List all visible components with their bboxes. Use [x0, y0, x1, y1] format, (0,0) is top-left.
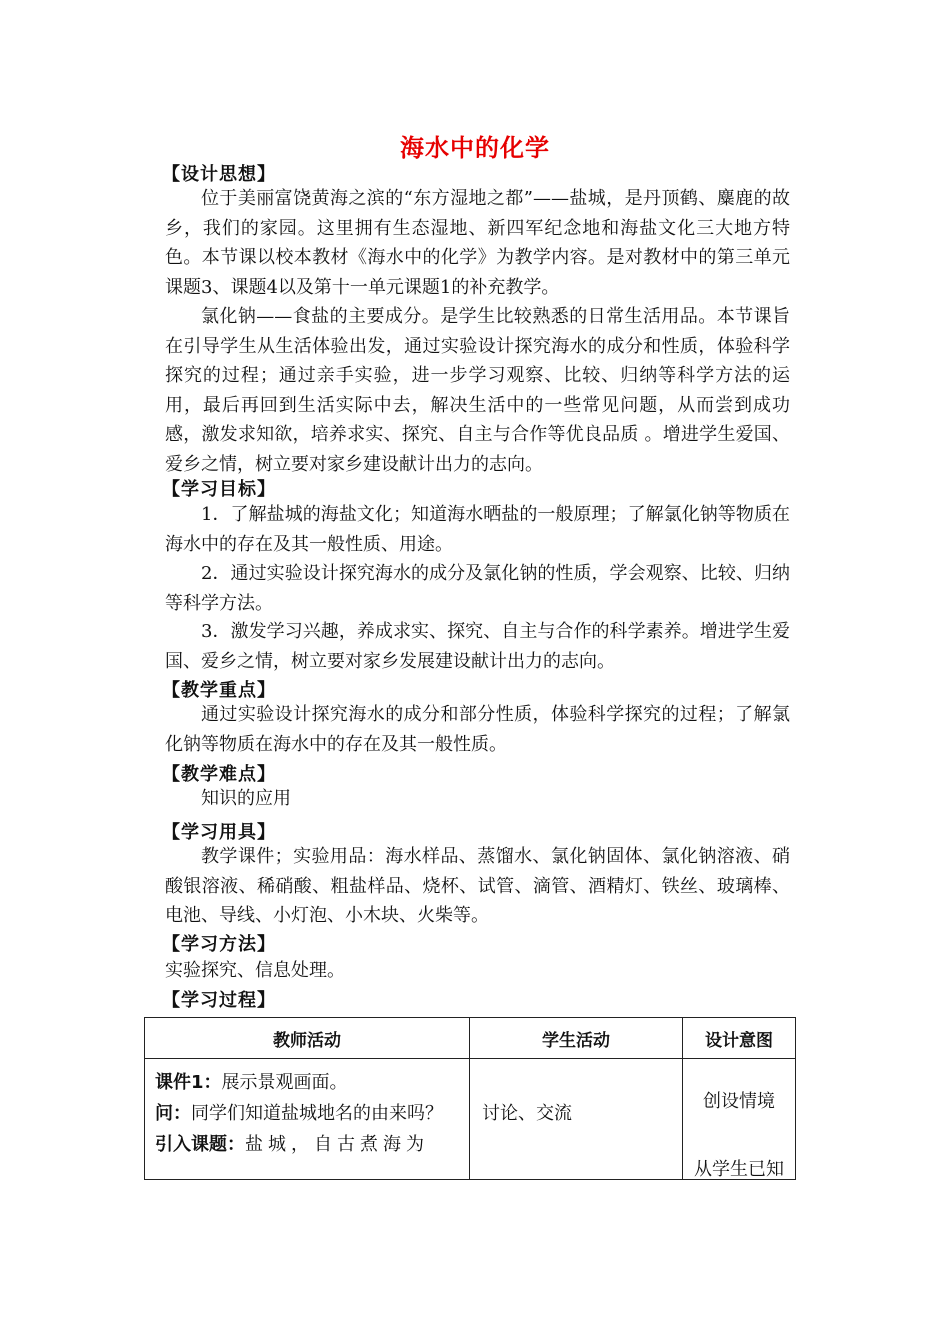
- heading-difficulty: 【教学难点】: [162, 764, 276, 785]
- table-row: [145, 1059, 796, 1180]
- goal-item-2: 2．通过实验设计探究海水的成分及氯化钠的性质，学会观察、比较、归纳等科学方法。: [165, 563, 790, 614]
- heading-method: 【学习方法】: [162, 934, 276, 955]
- line-text: 同学们知道盐城地名的由来吗？: [191, 1103, 443, 1124]
- header-intent: 设计意图: [683, 1018, 796, 1059]
- line-label: 课件1：: [155, 1072, 222, 1093]
- heading-focus: 【教学重点】: [162, 680, 276, 701]
- goal-item-1: 1．了解盐城的海盐文化；知道海水晒盐的一般原理；了解氯化钠等物质在海水中的存在及其一般性质、用途。: [165, 504, 790, 555]
- document-title: 海水中的化学: [400, 134, 550, 162]
- line-label: 引入课题：: [155, 1134, 245, 1155]
- header-teacher: 教师活动: [145, 1018, 470, 1059]
- design-paragraph-1: 位于美丽富饶黄海之滨的“东方湿地之都”——盐城，是丹顶鹤、麋鹿的故乡，我们的家园。这里拥有生态湿地、新四军纪念地和海盐文化三大地方特色。本节课以校本教材《海水中的化学》为教学内容。是对教材中的第三单元课题3、课题4以及第十一单元课题1的补充教学。: [165, 188, 790, 298]
- goal-item-3: 3．激发学习兴趣，养成求实、探究、自主与合作的科学素养。增进学生爱国、爱乡之情，树立要对家乡发展建设献计出力的志向。: [165, 621, 790, 672]
- line-text: 展示景观画面。: [221, 1072, 348, 1093]
- heading-goals: 【学习目标】: [162, 479, 276, 500]
- line-label: 问：: [155, 1103, 191, 1124]
- method-text: 实验探究、信息处理。: [165, 960, 345, 981]
- table-header-row: [145, 1018, 796, 1059]
- student-activity-cell: 讨论、交流: [470, 1059, 683, 1180]
- teacher-line-2: [155, 1098, 459, 1129]
- teacher-line-1: [155, 1067, 459, 1098]
- process-table: [144, 1017, 796, 1180]
- teacher-line-3: [155, 1129, 459, 1160]
- heading-design: 【设计思想】: [162, 164, 276, 185]
- focus-text: 通过实验设计探究海水的成分和部分性质，体验科学探究的过程；了解氯化钠等物质在海水中的存在及其一般性质。: [165, 704, 790, 755]
- header-student: 学生活动: [470, 1018, 683, 1059]
- difficulty-text: 知识的应用: [201, 788, 291, 809]
- heading-process: 【学习过程】: [162, 990, 276, 1011]
- teacher-activity-cell: [145, 1059, 470, 1180]
- heading-tools: 【学习用具】: [162, 822, 276, 843]
- line-text: 盐城，自古煮海为: [245, 1134, 429, 1155]
- design-paragraph-2: 氯化钠——食盐的主要成分。是学生比较熟悉的日常生活用品。本节课旨在引导学生从生活体验出发，通过实验设计探究海水的成分和性质，体验科学探究的过程；通过亲手实验，进一步学习观察、比较、归纳等科学方法的运用，最后再回到生活实际中去，解决生活中的一些常见问题，从而尝到成功感，激发求知欲，培养求实、探究、自主与合作等优良品质 。增进学生爱国、爱乡之情，树立要对家乡建设献计出力的志向。: [165, 306, 790, 475]
- tools-text: 教学课件；实验用品：海水样品、蒸馏水、氯化钠固体、氯化钠溶液、硝酸银溶液、稀硝酸、粗盐样品、烧杯、试管、滴管、酒精灯、铁丝、玻璃棒、电池、导线、小灯泡、小木块、火柴等。: [165, 846, 790, 926]
- intent-line-1: 创设情境: [703, 1091, 775, 1112]
- design-intent-cell: [683, 1059, 796, 1180]
- intent-line-2: 从学生已知: [694, 1159, 784, 1180]
